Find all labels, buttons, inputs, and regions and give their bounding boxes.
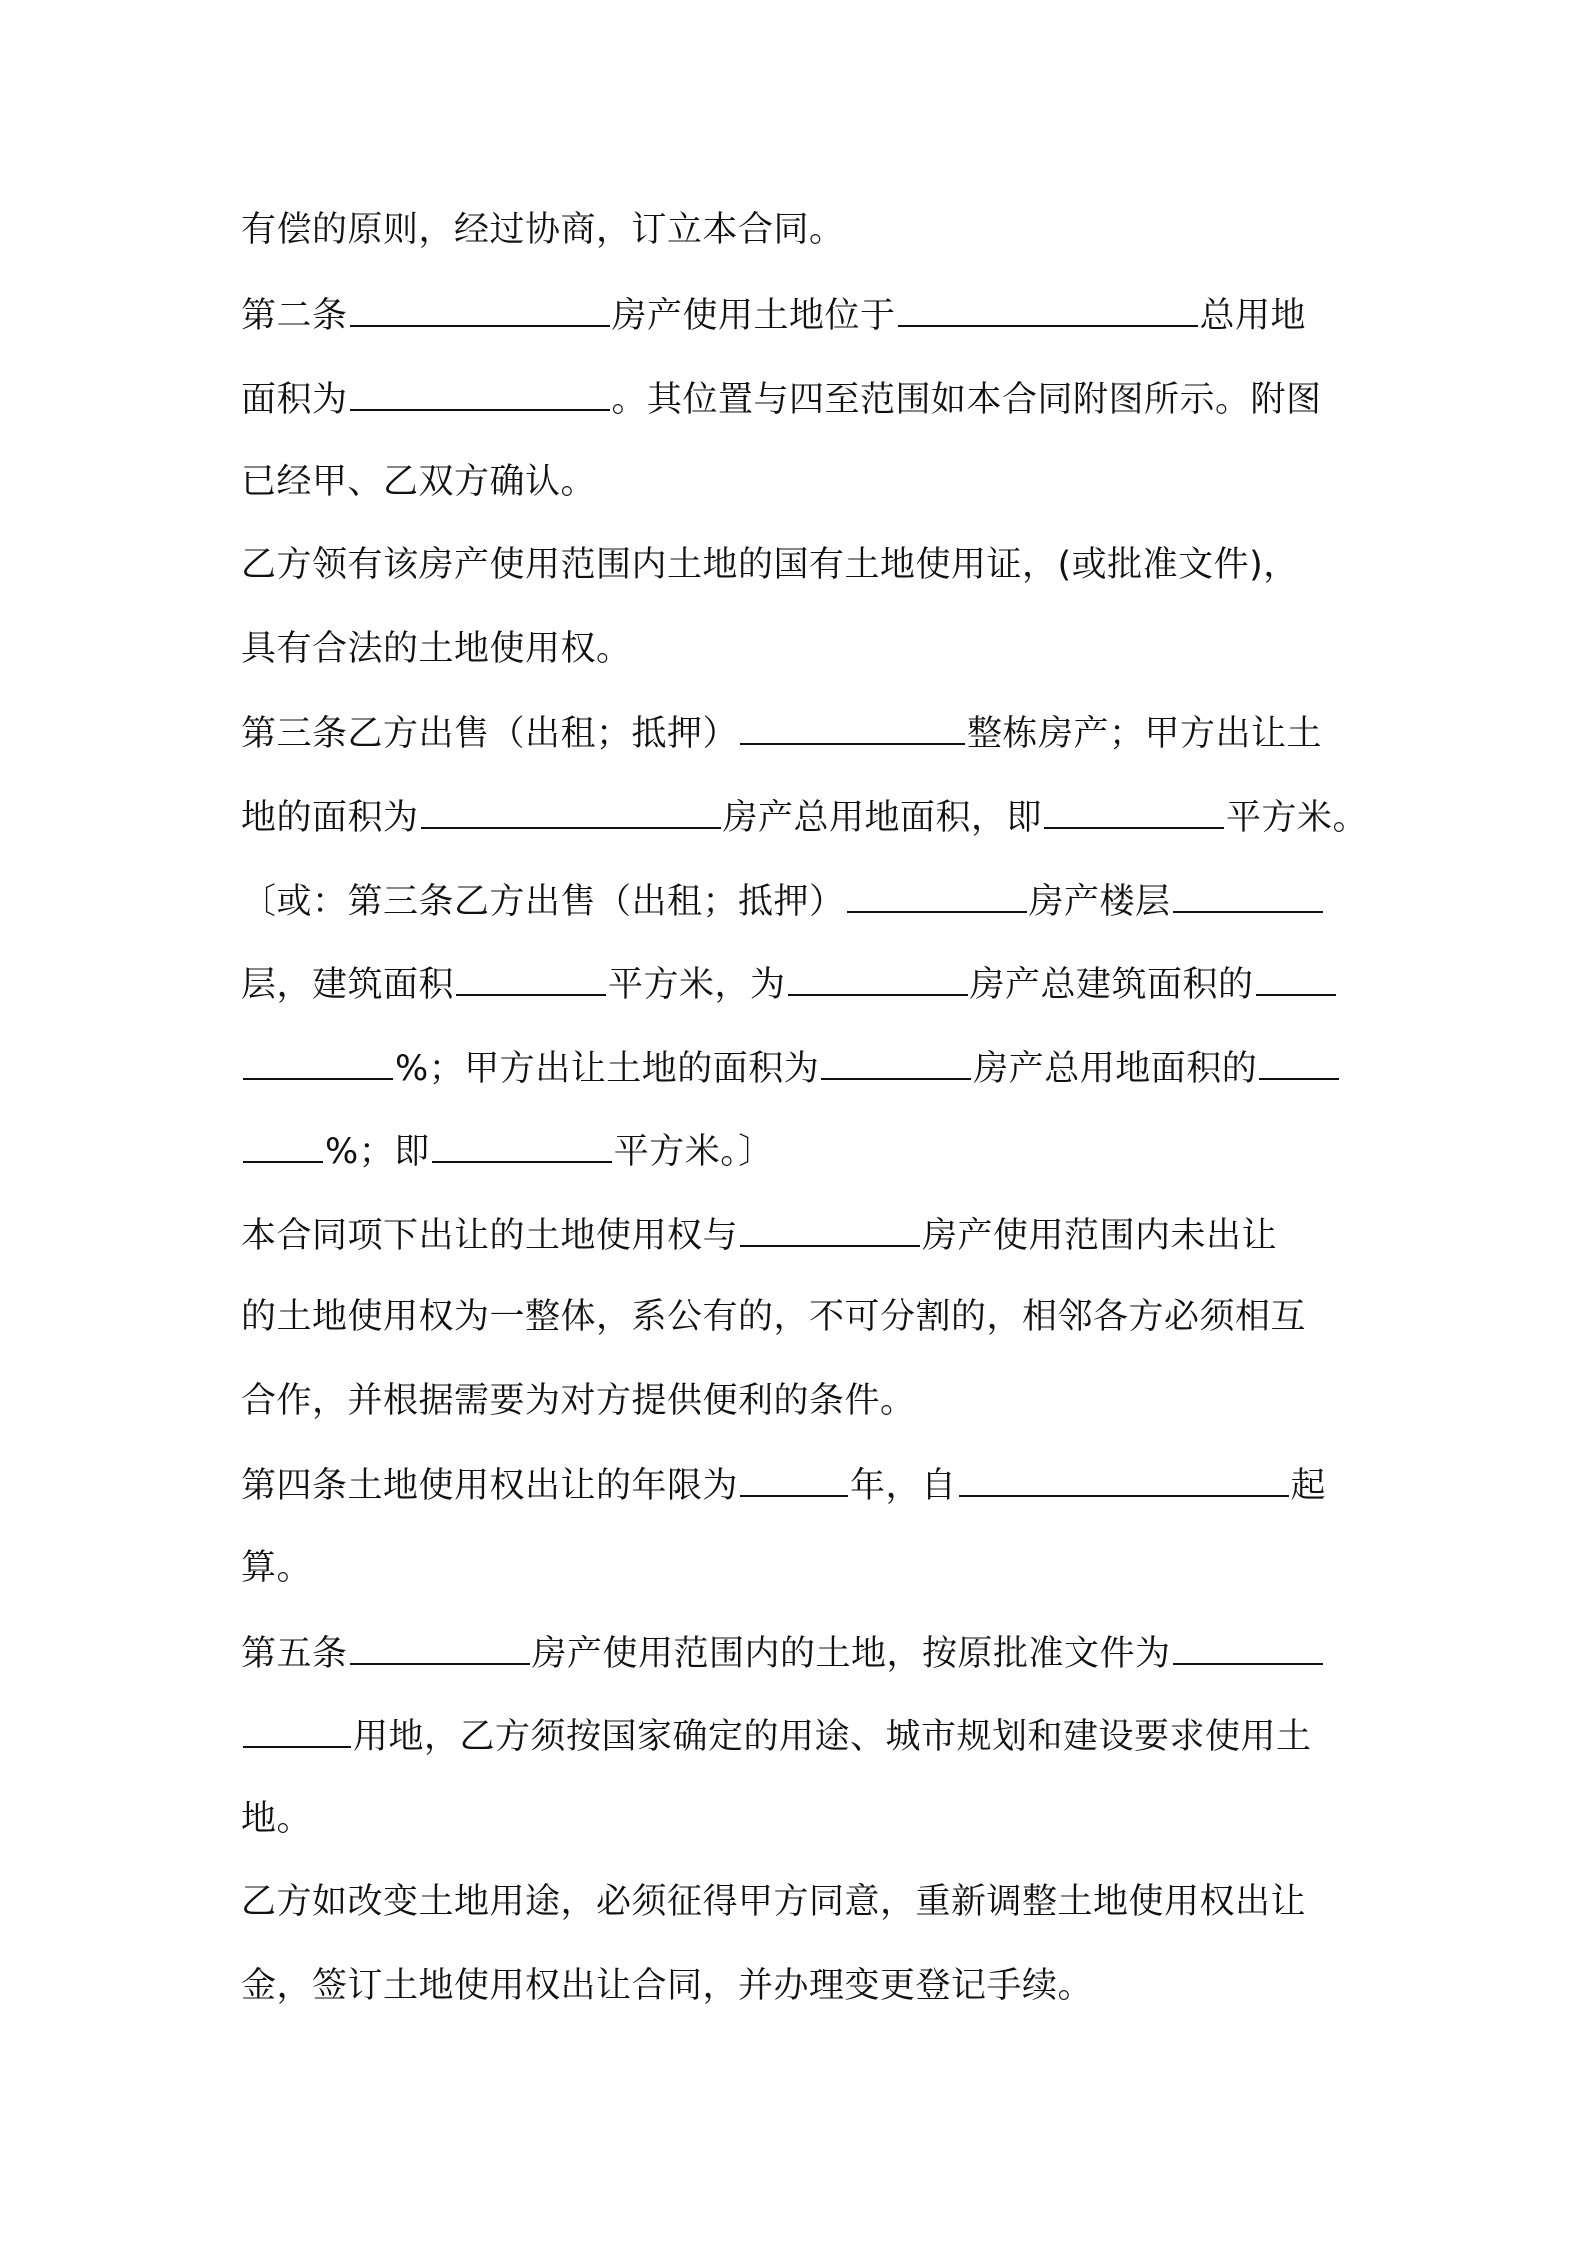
fill-blank[interactable]: [1259, 1042, 1339, 1080]
fill-blank[interactable]: [740, 1459, 848, 1497]
text-line: 已经甲、乙双方确认。: [241, 462, 597, 502]
text-line: 地的面积为 房产总用地面积，即 平方米。: [241, 791, 1368, 841]
text-line: 用地，乙方须按国家确定的用途、城市规划和建设要求使用土: [241, 1710, 1312, 1760]
fill-blank[interactable]: [898, 289, 1198, 327]
fill-blank[interactable]: [847, 875, 1027, 913]
text-line: 〔或：第三条乙方出售（出租；抵押） 房产楼层: [241, 875, 1325, 925]
text-line: 第三条乙方出售（出租；抵押） 整栋房产；甲方出让土: [241, 707, 1322, 757]
fill-blank[interactable]: [821, 1042, 971, 1080]
fill-blank[interactable]: [350, 1627, 530, 1665]
text-line: 第四条土地使用权出让的年限为 年，自 起: [241, 1459, 1326, 1509]
text-line: %；甲方出让土地的面积为 房产总用地面积的: [241, 1042, 1341, 1092]
text-line: 金，签订土地使用权出让合同，并办理变更登记手续。: [241, 1966, 1094, 2006]
text-line: 算。: [241, 1548, 313, 1588]
fill-blank[interactable]: [350, 289, 610, 327]
fill-blank[interactable]: [1173, 875, 1323, 913]
fill-blank[interactable]: [243, 1710, 351, 1748]
fill-blank[interactable]: [456, 958, 606, 996]
text-line: 合作，并根据需要为对方提供便利的条件。: [241, 1381, 916, 1421]
fill-blank[interactable]: [243, 1042, 393, 1080]
fill-blank[interactable]: [740, 1209, 920, 1247]
text-line: 本合同项下出让的土地使用权与 房产使用范围内未出让: [241, 1209, 1277, 1259]
text-line: 有偿的原则，经过协商，订立本合同。: [241, 210, 845, 250]
fill-blank[interactable]: [421, 791, 721, 829]
text-line: 面积为 。其位置与四至范围如本合同附图所示。附图: [241, 373, 1322, 423]
fill-blank[interactable]: [1044, 791, 1224, 829]
text-line: 地。: [241, 1799, 313, 1839]
fill-blank[interactable]: [432, 1125, 612, 1163]
text-line: 的土地使用权为一整体，系公有的，不可分割的，相邻各方必须相互: [241, 1297, 1307, 1337]
fill-blank[interactable]: [1173, 1627, 1323, 1665]
fill-blank[interactable]: [959, 1459, 1289, 1497]
text-line: 第五条 房产使用范围内的土地，按原批准文件为: [241, 1627, 1325, 1677]
fill-blank[interactable]: [740, 707, 965, 745]
text-line: 第二条 房产使用土地位于 总用地: [241, 289, 1306, 339]
text-line: %；即 平方米。〕: [241, 1125, 774, 1175]
text-line: 具有合法的土地使用权。: [241, 629, 632, 669]
text-line: 乙方领有该房产使用范围内土地的国有土地使用证，(或批准文件)，: [241, 545, 1299, 585]
text-line: 层，建筑面积 平方米，为 房产总建筑面积的: [241, 958, 1338, 1008]
fill-blank[interactable]: [788, 958, 968, 996]
text-line: 乙方如改变土地用途，必须征得甲方同意，重新调整土地使用权出让: [241, 1882, 1307, 1922]
fill-blank[interactable]: [1256, 958, 1336, 996]
fill-blank[interactable]: [350, 373, 610, 411]
fill-blank[interactable]: [243, 1125, 323, 1163]
